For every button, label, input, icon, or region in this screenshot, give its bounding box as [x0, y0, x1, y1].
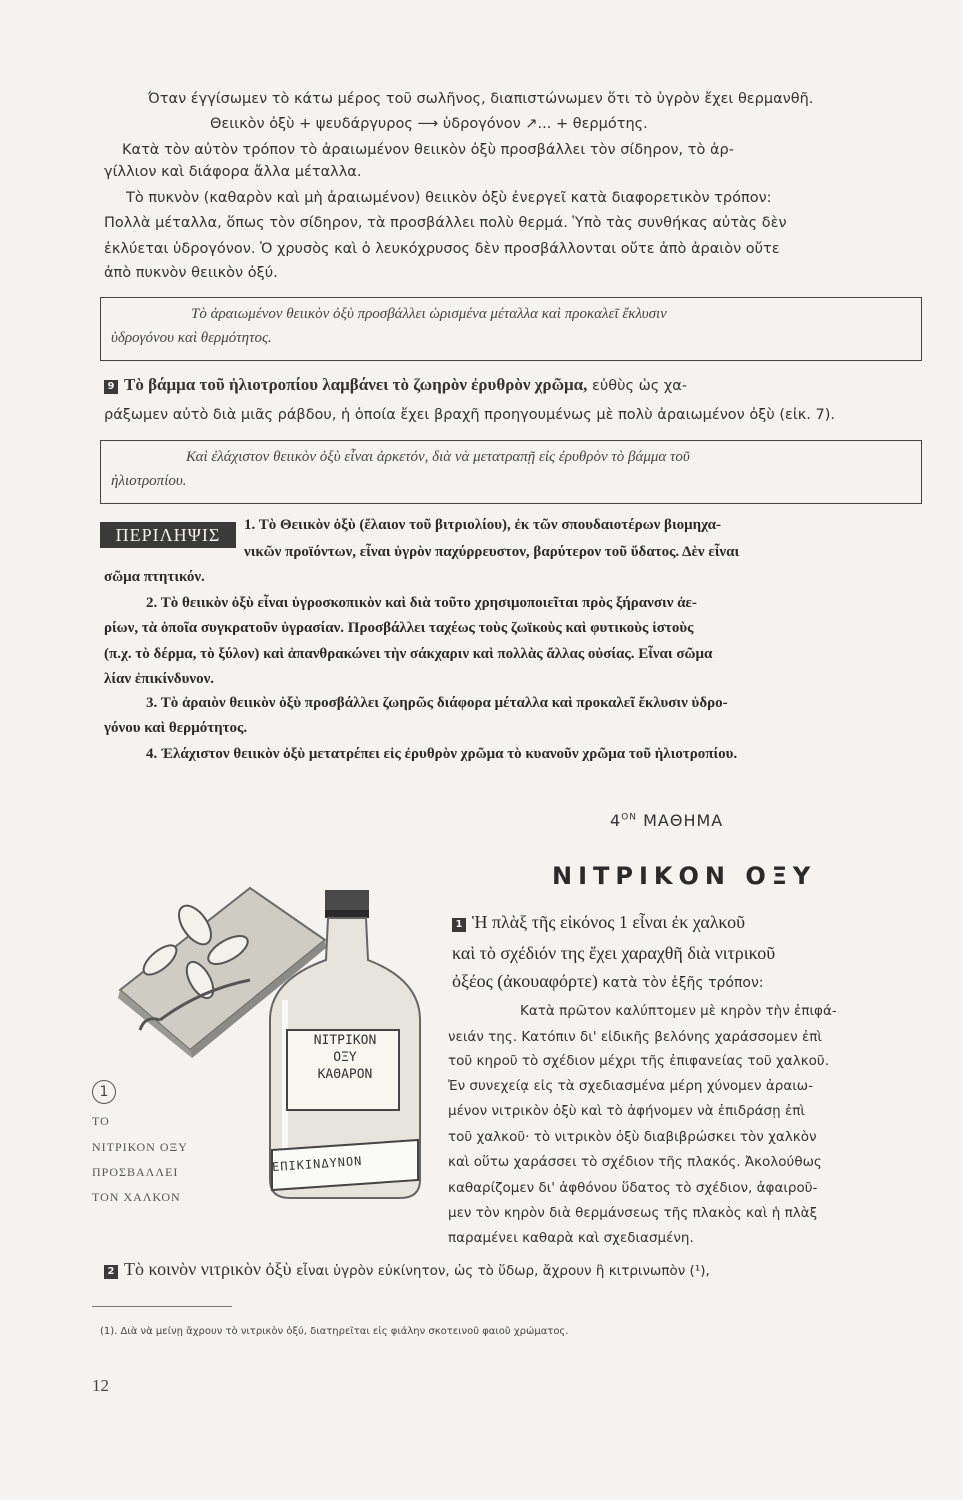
section-9-line [104, 374, 687, 397]
page-number: 12 [92, 1376, 109, 1395]
bottle-label [292, 1032, 398, 1083]
lesson-suffix: ΟΝ [621, 812, 638, 823]
text-line: τοῦ κηροῦ τὸ σχέδιον μέχρι τῆς ἐπιφανείας τοῦ χαλκοῦ. [448, 1053, 830, 1069]
text-line: Τὸ πυκνὸν (καθαρὸν καὶ μὴ ἀραιωμένον) θειικὸν ὀξὺ ἐνεργεῖ κατὰ διαφορετικὸν τρόπον: [126, 190, 772, 206]
summary-line: ρίων, τὰ ὁποῖα συγκρατοῦν ὑγρασίαν. Προσβάλλει ταχέως τοὺς ζωϊκοὺς καὶ φυτικοὺς ἱστοὺς [104, 620, 694, 636]
summary-line: σῶμα πτητικόν. [104, 569, 205, 585]
text-line: Πολλὰ μέταλλα, ὅπως τὸν σίδηρον, τὰ προσβάλλει πολὺ θερμά. Ὑπὸ τὰς συνθήκας αὐτὰς δὲν [104, 215, 787, 231]
equation-line: Θειικὸν ὀξὺ + ψευδάργυρος ⟶ ὑδρογόνον ↗... + θερμότης. [210, 116, 648, 132]
section-marker: 9 [104, 380, 118, 394]
section-1-heading-line [452, 911, 745, 933]
section-heading: ὀξέος (ἀκουαφόρτε) [452, 971, 598, 991]
footnote: (1). Διὰ νὰ μείνῃ ἄχρουν τὸ νιτρικὸν ὀξύ, διατηρεῖται εἰς φιάλην σκοτεινοῦ φαιοῦ χρώματος. [100, 1326, 569, 1337]
lesson-number: 4 [610, 811, 622, 830]
lesson-title: ΝΙΤΡΙΚΟΝ ΟΞΥ [552, 862, 817, 890]
summary-line: γόνου καὶ θερμότητος. [104, 720, 248, 736]
section-heading-line [452, 970, 764, 994]
bottle-label-line: ΟΞΥ [333, 1050, 357, 1065]
highlight-box [100, 297, 922, 361]
text-line: παραμένει καθαρὰ καὶ σχεδιασμένη. [448, 1230, 694, 1246]
section-marker: 2 [104, 1265, 118, 1279]
text-line: ἐκλύεται ὑδρογόνον. Ὁ χρυσὸς καὶ ὁ λευκόχρυσος δὲν προσβάλλονται οὔτε ἀπὸ ἀραιὸν οὔτε [104, 241, 780, 257]
section-text: εἶναι ὑγρὸν εὐκίνητον, ὡς τὸ ὕδωρ, ἄχρουν ἢ κιτρινωπὸν (¹), [296, 1263, 710, 1279]
figure-caption-line: ΤΟΝ ΧΑΛΚΟΝ [92, 1190, 181, 1204]
text-line: Κατὰ τὸν αὐτὸν τρόπον τὸ ἀραιωμένον θειικὸν ὀξὺ προσβάλλει τὸν σίδηρον, τὸ ἀρ- [122, 142, 734, 158]
summary-badge: ΠΕΡΙΛΗΨΙΣ [100, 522, 236, 548]
figure-caption-line: ΠΡΟΣΒΑΛΛΕΙ [92, 1165, 179, 1179]
section-heading: Τὸ βάμμα τοῦ ἡλιοτροπίου λαμβάνει τὸ ζωηρὸν ἐρυθρὸν χρῶμα, [124, 375, 588, 394]
section-text: εὐθὺς ὡς χα- [592, 378, 688, 394]
box-line: Τὸ ἀραιωμένον θειικὸν ὀξὺ προσβάλλει ὡρισμένα μέταλλα καὶ προκαλεῖ ἔκλυσιν [191, 306, 667, 322]
text-line: καθαρίζομεν δι' ἀφθόνου ὕδατος τὸ σχέδιον, ἀφαιροῦ- [448, 1180, 818, 1196]
summary-line: 1. Τὸ Θειικὸν ὀξὺ (ἔλαιον τοῦ βιτριολίου), ἐκ τῶν σπουδαιοτέρων βιομηχα- [244, 517, 721, 533]
section-heading: Τὸ κοινὸν νιτρικὸν ὀξὺ [124, 1259, 292, 1279]
summary-line: 2. Τὸ θειικὸν ὀξὺ εἶναι ὑγροσκοπικὸν καὶ διὰ τοῦτο χρησιμοποιεῖται πρὸς ξήρανσιν ἀε- [146, 595, 697, 611]
section-2-line [104, 1258, 710, 1282]
text-line: νειάν της. Κατόπιν δι' εἰδικῆς βελόνης χαράσσομεν ἐπὶ [448, 1029, 822, 1045]
text-line: Όταν έγγίσωμεν τὸ κάτω μέρος τοῦ σωλῆνος, διαπιστώνωμεν ὅτι τὸ ὑγρὸν ἔχει θερμανθῆ. [148, 91, 814, 107]
summary-line: 4. Ἐλάχιστον θειικὸν ὀξὺ μετατρέπει εἰς ἐρυθρὸν χρῶμα τὸ κυανοῦν χρῶμα τοῦ ἡλιοτροπίου. [146, 746, 738, 762]
text-line: ράξωμεν αὐτὸ διὰ μιᾶς ράβδου, ἡ ὁποία ἔχει βραχῆ προηγουμένως μὲ πολὺ ἀραιωμένον ὀξὺ (εἰκ. 7). [104, 407, 835, 423]
text-line: Ἐν συνεχείᾳ εἰς τὰ σχεδιασμένα μέρη χύνομεν ἀραιω- [448, 1078, 813, 1094]
section-heading: Ἡ πλὰξ τῆς εἰκόνος 1 εἶναι ἐκ χαλκοῦ [472, 912, 745, 932]
figure-number-badge: 1 [92, 1080, 116, 1104]
text-line: Κατὰ πρῶτον καλύπτομεν μὲ κηρὸν τὴν ἐπιφά- [520, 1003, 837, 1019]
text-line: τοῦ χαλκοῦ· τὸ νιτρικὸν ὀξὺ διαβιβρώσκει τὸν χαλκὸν [448, 1129, 817, 1145]
text-line: γίλλιον καὶ διάφορα ἄλλα μέταλλα. [104, 164, 362, 180]
bottle-label-line: ΚΑΘΑΡΟΝ [317, 1067, 373, 1082]
box-line: ὑδρογόνου καὶ θερμότητος. [111, 330, 272, 346]
footnote-divider [92, 1306, 232, 1307]
summary-line: (π.χ. τὸ δέρμα, τὸ ξύλον) καὶ ἀπανθρακώνει τὴν σάκχαριν καὶ πολλὰς ἄλλας οὐσίας. Εἶναι σῶμα [104, 646, 713, 662]
section-marker: 1 [452, 918, 466, 932]
section-text: κατὰ τὸν ἑξῆς τρόπον: [602, 975, 764, 991]
summary-line: λίαν ἐπικίνδυνον. [104, 671, 215, 687]
text-line: μένον νιτρικὸν ὀξὺ καὶ τὸ ἀφήνομεν νὰ ἐπιδράσῃ ἐπὶ [448, 1103, 805, 1119]
text-line: ἀπὸ πυκνὸν θειικὸν ὀξύ. [104, 265, 278, 281]
highlight-box [100, 440, 922, 504]
text-line: μεν τὸν κηρὸν διὰ θερμάνσεως τῆς πλακὸς καὶ ἡ πλὰξ [448, 1205, 818, 1221]
bottle-label-line: ΝΙΤΡΙΚΟΝ [313, 1033, 377, 1048]
summary-line: 3. Τὸ ἀραιὸν θειικὸν ὀξὺ προσβάλλει ζωηρῶς διάφορα μέταλλα καὶ προκαλεῖ ἔκλυσιν ὑδρο- [146, 695, 728, 711]
lesson-label [610, 811, 723, 830]
bottle-warning-label: ΕΠΙΚΙΝΔΥΝΟΝ [271, 1153, 363, 1175]
text-line: καὶ οὕτω χαράσσει τὸ σχέδιον τῆς πλακός. Ἀκολούθως [448, 1154, 822, 1170]
figure-caption-line: ΝΙΤΡΙΚΟΝ ΟΞΥ [92, 1140, 188, 1154]
box-line: Καὶ ἐλάχιστον θειικὸν ὀξὺ εἶναι ἀρκετόν, διὰ νὰ μετατραπῇ εἰς ἐρυθρὸν τὸ βάμμα τοῦ [186, 449, 690, 465]
summary-line: νικῶν προϊόντων, εἶναι ὑγρὸν παχύρρευστον, βαρύτερον τοῦ ὕδατος. Δὲν εἶναι [244, 544, 740, 560]
box-line: ἡλιοτροπίου. [111, 473, 187, 489]
lesson-word: ΜΑΘΗΜΑ [643, 811, 724, 830]
section-heading-line: καὶ τὸ σχέδιόν της ἔχει χαραχθῆ διὰ νιτρικοῦ [452, 943, 776, 963]
figure-caption-line: ΤΟ [92, 1114, 110, 1128]
